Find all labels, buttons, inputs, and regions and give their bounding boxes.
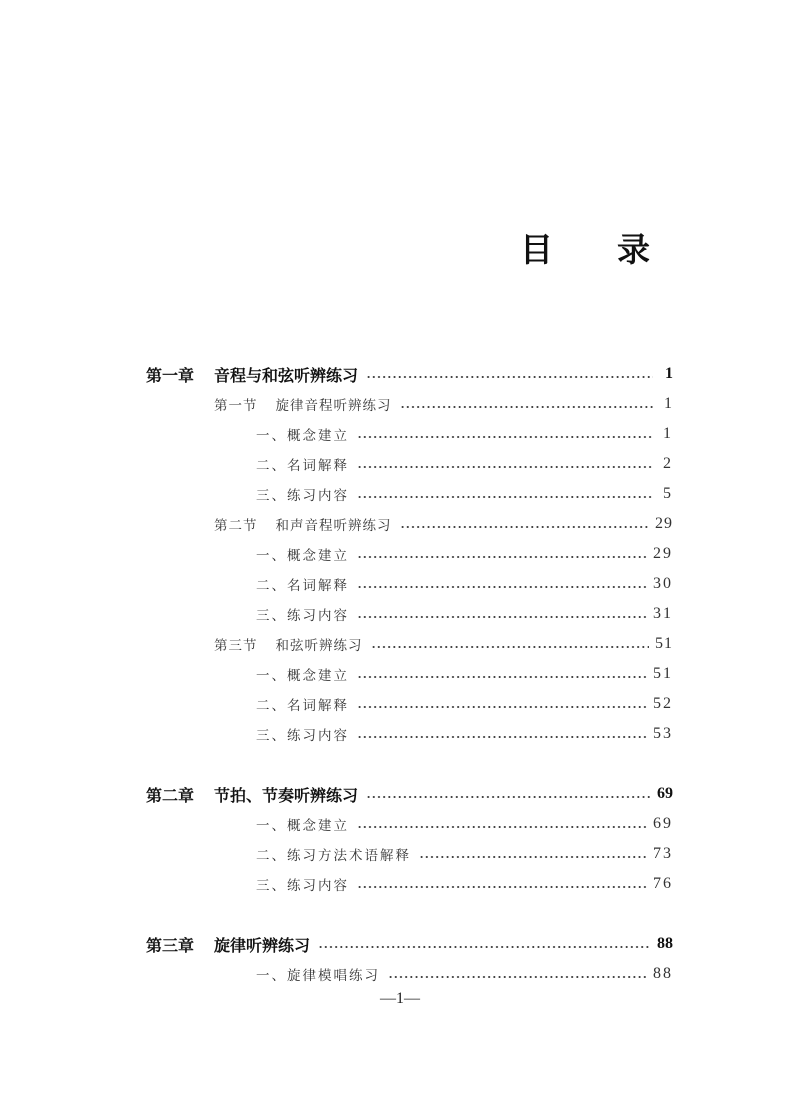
toc-item-title: 一、概念建立: [256, 428, 349, 444]
toc-item-title: 三、练习内容: [256, 878, 349, 894]
page-number: —1—: [380, 990, 420, 1007]
toc-chapter-number: 第一章: [146, 365, 195, 385]
toc-item-title: 一、旋律模唱练习: [256, 968, 380, 984]
toc-chapter-number: 第二章: [146, 785, 195, 805]
toc-page-number: 69: [653, 815, 673, 832]
toc-item-title: 二、名词解释: [256, 578, 349, 594]
toc-chapter: [146, 929, 673, 959]
toc-section-title: 旋律音程听辨练习: [275, 398, 392, 414]
toc-page-number: 1: [664, 395, 673, 412]
toc-item: [256, 809, 673, 839]
toc-item: [256, 569, 673, 599]
toc-page-number: 1: [665, 365, 673, 382]
toc-page-number: 1: [663, 425, 673, 442]
toc-page-number: 29: [653, 545, 673, 562]
toc-page-number: 88: [657, 935, 673, 952]
toc-chapter-title: 音程与和弦听辨练习: [214, 365, 359, 385]
toc-item-title: 二、名词解释: [256, 458, 349, 474]
toc-page-number: 53: [653, 725, 673, 742]
toc-leader-dots: [388, 976, 647, 978]
toc-leader-dots: [357, 466, 653, 468]
toc-section-title: 和声音程听辨练习: [275, 518, 392, 534]
toc-item: [256, 839, 673, 869]
page-title: [520, 226, 650, 274]
toc-section-title: 和弦听辨练习: [275, 638, 363, 654]
toc-section: [214, 629, 673, 659]
toc-chapter-title: 旋律听辨练习: [214, 935, 311, 955]
toc-item-title: 二、练习方法术语解释: [256, 848, 411, 864]
toc-page-number: 31: [653, 605, 673, 622]
toc-chapter: [146, 779, 673, 809]
toc-item-title: 三、练习内容: [256, 608, 349, 624]
toc-item: [256, 719, 673, 749]
toc-page-number: 29: [655, 515, 673, 532]
toc-item: [256, 869, 673, 899]
toc-leader-dots: [357, 736, 647, 738]
page-title-char-1: 目: [520, 230, 553, 269]
toc-chapter: [146, 359, 673, 389]
toc-item-title: 二、名词解释: [256, 698, 349, 714]
toc-leader-dots: [366, 796, 651, 798]
toc-leader-dots: [371, 646, 650, 648]
toc-item-title: 三、练习内容: [256, 488, 349, 504]
toc-section-number: 第二节: [214, 518, 258, 534]
toc-page-number: 73: [653, 845, 673, 862]
toc-page-number: 30: [653, 575, 673, 592]
toc-leader-dots: [357, 616, 647, 618]
toc-leader-dots: [357, 706, 647, 708]
toc-leader-dots: [357, 436, 653, 438]
toc-section-number: 第一节: [214, 398, 258, 414]
toc-page-number: 69: [657, 785, 673, 802]
toc-page-number: 2: [663, 455, 673, 472]
toc-leader-dots: [400, 526, 650, 528]
toc-item: [256, 449, 673, 479]
toc-leader-dots: [357, 496, 653, 498]
toc-section: [214, 509, 673, 539]
toc-leader-dots: [357, 826, 647, 828]
toc-leader-dots: [366, 376, 653, 378]
toc-leader-dots: [357, 586, 647, 588]
toc-page-number: 76: [653, 875, 673, 892]
toc-item: [256, 659, 673, 689]
toc-item: [256, 599, 673, 629]
toc-item-title: 一、概念建立: [256, 548, 349, 564]
toc-chapter-number: 第三章: [146, 935, 195, 955]
toc-chapter-title: 节拍、节奏听辨练习: [214, 785, 359, 805]
toc-item: [256, 959, 673, 989]
toc-page-number: 52: [653, 695, 673, 712]
toc-page-number: 51: [653, 665, 673, 682]
toc-leader-dots: [400, 406, 654, 408]
page-title-char-2: 录: [617, 230, 650, 269]
toc-item: [256, 419, 673, 449]
toc-item: [256, 479, 673, 509]
toc-leader-dots: [318, 946, 651, 948]
toc-page-number: 51: [655, 635, 673, 652]
toc-item-title: 一、概念建立: [256, 668, 349, 684]
toc-leader-dots: [357, 676, 647, 678]
toc-section: [214, 389, 673, 419]
toc-page-number: 5: [663, 485, 673, 502]
toc-leader-dots: [357, 886, 647, 888]
toc-item: [256, 689, 673, 719]
toc-leader-dots: [357, 556, 647, 558]
toc-item-title: 三、练习内容: [256, 728, 349, 744]
toc-leader-dots: [419, 856, 647, 858]
toc-item: [256, 539, 673, 569]
page-footer: [0, 990, 800, 1008]
toc-page-number: 88: [653, 965, 673, 982]
toc-item-title: 一、概念建立: [256, 818, 349, 834]
toc-section-number: 第三节: [214, 638, 258, 654]
